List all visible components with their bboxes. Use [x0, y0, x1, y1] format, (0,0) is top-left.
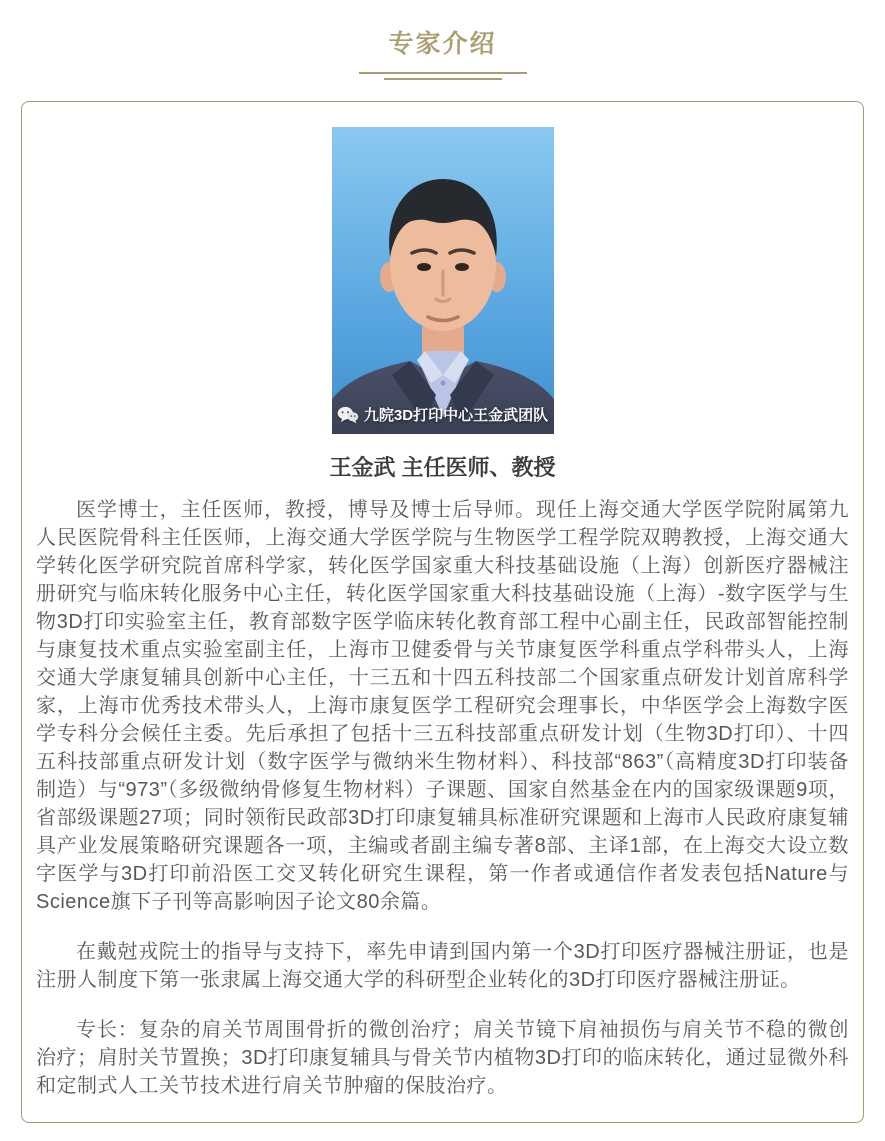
biography-text [36, 496, 849, 1100]
page-title: 专家介绍 [388, 30, 497, 58]
bio-paragraph-2: 在戴尅戎院士的指导与支持下，率先申请到国内第一个3D打印医疗器械注册证，也是注册人制度下第一张隶属上海交通大学的科研型企业转化的3D打印医疗器械注册证。 [36, 941, 849, 991]
article-header [0, 0, 885, 80]
photo-watermark-text: 九院3D打印中心王金武团队 [363, 407, 549, 424]
title-underline-long [359, 72, 527, 74]
bio-paragraph-1: 医学博士，主任医师，教授，博导及博士后导师。现任上海交通大学医学院附属第九人民医院骨科主任医师，上海交通大学医学院与生物医学工程学院双聘教授，上海交通大学转化医学研究院首席科学家，转化医学国家重大科技基础设施（上海）创新医疗器械注册研究与临床转化服务中心主任，转化医学国家重大科技基础设施（上海）-数字医学与生物3D打印实验室主任，教育部数字医学临床转化教育部工程中心副主任，民政部智能控制与康复技术重点实验室副主任，上海市卫健委骨与关节康复医学科重点学科带头人，上海交通大学康复辅具创新中心主任，十三五和十四五科技部二个国家重点研发计划首席科学家，上海市优秀技术带头人，上海市康复医学工程研究会理事长，中华医学会上海数字医学专科分会候任主委。先后承担了包括十三五科技部重点研发计划（生物3D打印）、十四五科技部重点研发计划（数字医学与微纳米生物材料）、科技部“863”（高精度3D打印装备制造）与“973”（多级微纳骨修复生物材料）子课题、国家自然基金在内的国家级课题9项，省部级课题27项；同时领衔民政部3D打印康复辅具标准研究课题和上海市人民政府康复辅具产业发展策略研究课题各一项，主编或者副主编专著8部、主译1部，在上海交大设立数字医学与3D打印前沿医工交叉转化研究生课程，第一作者或通信作者发表包括Nature与Science旗下子刊等高影响因子论文80余篇。 [36, 499, 849, 913]
expert-name: 王金武 主任医师、教授 [329, 455, 556, 480]
photo-watermark [332, 404, 554, 425]
bio-paragraph-3: 专长：复杂的肩关节周围骨折的微创治疗；肩关节镜下肩袖损伤与肩关节不稳的微创治疗；肩肘关节置换；3D打印康复辅具与骨关节内植物3D打印的临床转化，通过显微外科和定制式人工关节技术进行肩关节肿瘤的保肢治疗。 [36, 1019, 849, 1097]
portrait-illustration [332, 127, 554, 434]
portrait-photo[interactable] [332, 127, 554, 434]
title-underline-short [384, 78, 502, 80]
expert-profile-card [21, 101, 864, 1123]
wechat-icon [337, 406, 359, 424]
